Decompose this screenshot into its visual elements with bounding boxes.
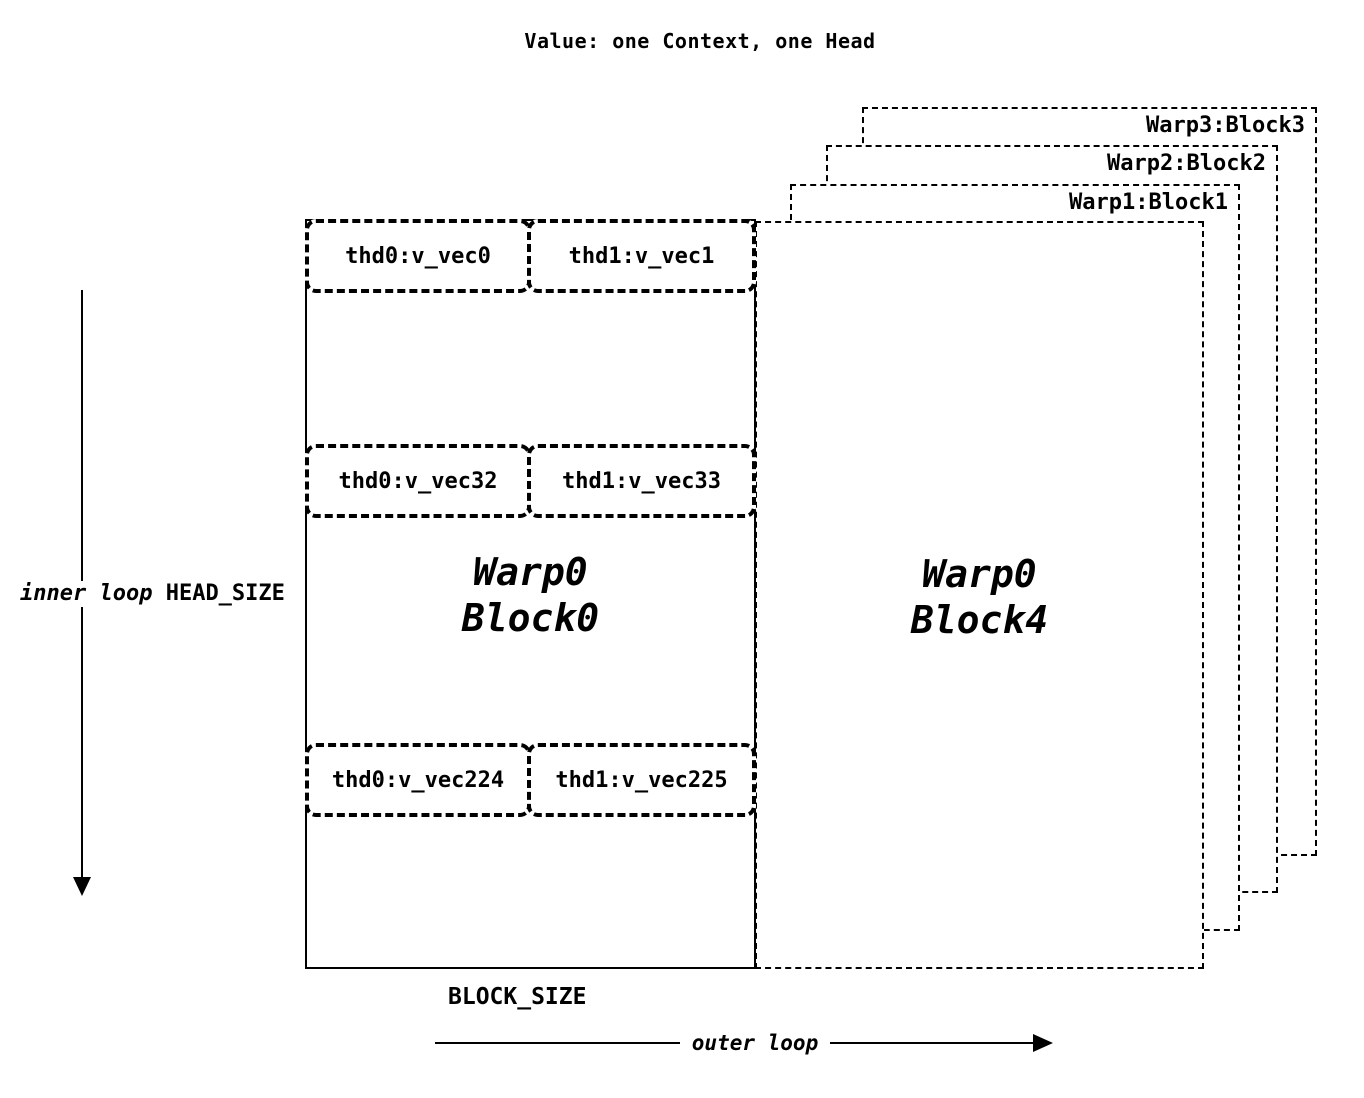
front-block-title-line1: Warp0: [922, 552, 1037, 596]
stacked-block-label: Warp2:Block2: [1107, 151, 1266, 176]
thread-cell-v-vec224: [305, 743, 531, 817]
thread-cell-v-vec0: [305, 219, 531, 293]
inner-loop-text: inner loop: [20, 581, 153, 606]
inner-loop-label: [18, 581, 287, 607]
thread-cell-label: thd1:v_vec1: [568, 243, 715, 269]
thread-cell-label: thd1:v_vec225: [555, 767, 728, 793]
front-block-warp0-block4: [755, 221, 1204, 969]
stacked-block-label: Warp1:Block1: [1069, 190, 1228, 215]
main-block-warp0-block0: [305, 219, 756, 969]
outer-loop-label: outer loop: [680, 1031, 830, 1055]
page-title: Value: one Context, one Head: [524, 29, 876, 53]
main-block-title-line1: Warp0: [473, 550, 588, 594]
label-spacer: [152, 581, 165, 606]
front-block-title: [757, 551, 1202, 643]
block-size-label: BLOCK_SIZE: [448, 984, 587, 1010]
main-block-title: [307, 549, 754, 641]
thread-cell-label: thd1:v_vec33: [562, 468, 721, 494]
thread-cell-v-vec1: [527, 219, 756, 293]
stacked-block-label: Warp3:Block3: [1146, 113, 1305, 138]
thread-cell-label: thd0:v_vec32: [338, 468, 498, 494]
thread-cell-v-vec225: [527, 743, 756, 817]
head-size-text: HEAD_SIZE: [165, 581, 285, 606]
front-block-title-line2: Block4: [910, 598, 1049, 642]
thread-cell-v-vec32: [305, 444, 531, 518]
arrow-down-icon: [73, 877, 91, 896]
arrow-right-icon: [1033, 1034, 1053, 1052]
thread-cell-label: thd0:v_vec224: [331, 767, 505, 793]
thread-cell-v-vec33: [527, 444, 756, 518]
main-block-title-line2: Block0: [461, 596, 600, 640]
thread-cell-label: thd0:v_vec0: [345, 243, 491, 269]
